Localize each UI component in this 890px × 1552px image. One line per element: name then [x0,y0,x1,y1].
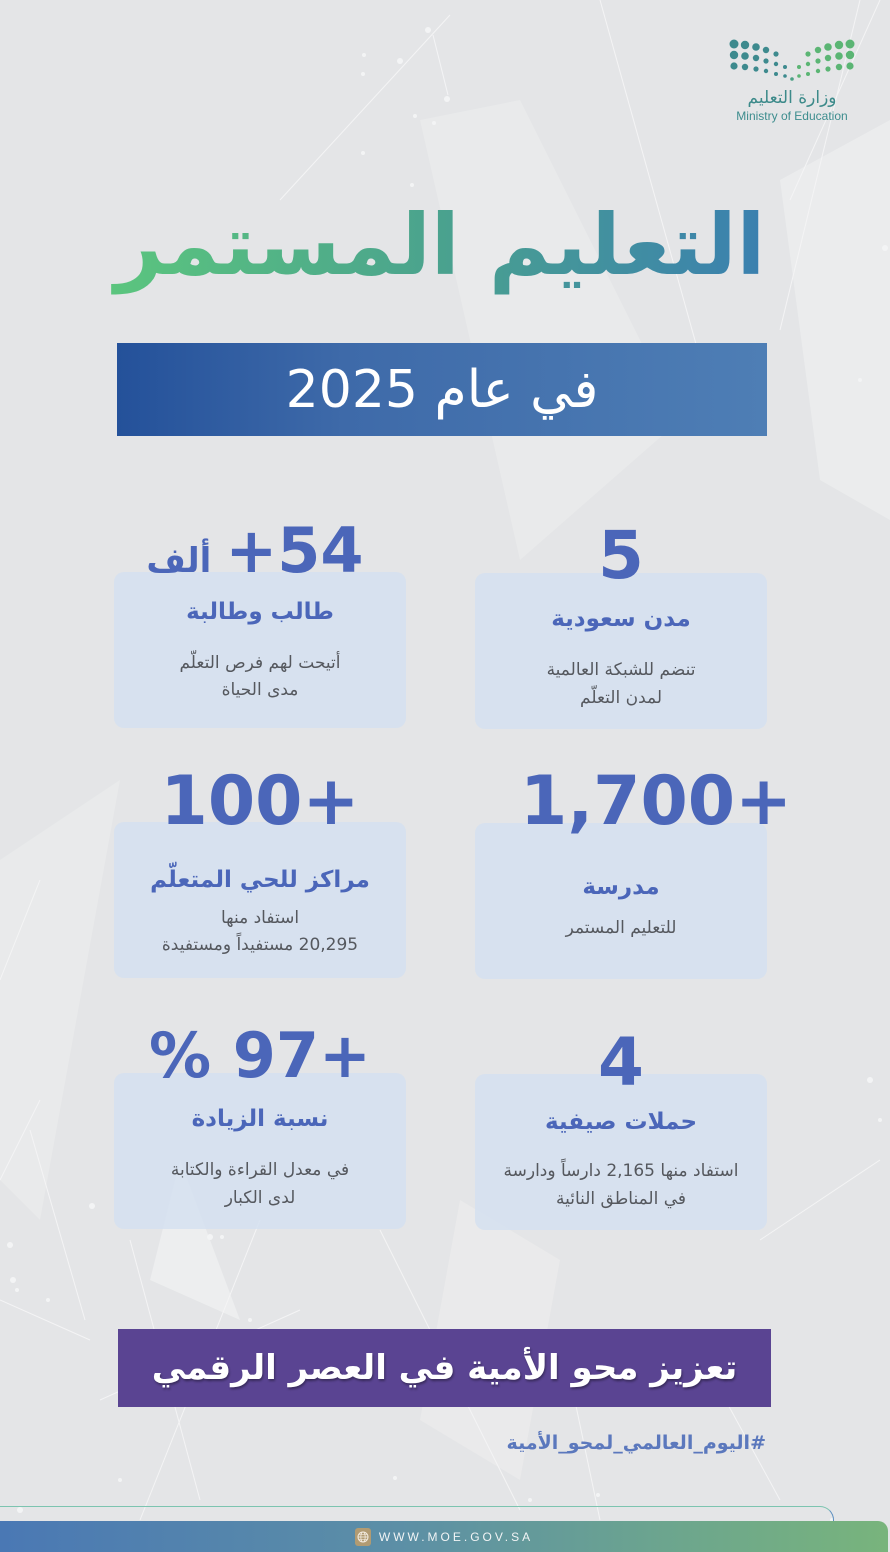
stat-value-campaigns: 4 [598,1024,644,1101]
logo-english-name: Ministry of Education [736,109,848,123]
stat-card-title: نسبة الزيادة [191,1106,329,1132]
stat-card-desc-line2: لدى الكبار [224,1188,296,1208]
stat-card-desc-line1: تنضم للشبكة العالمية [546,660,696,680]
globe-icon [355,1528,371,1546]
stat-value-literacy-rate: % 97+ [149,1019,371,1092]
footer-bar [0,1521,888,1552]
stat-card-desc-line2: في المناطق النائية [555,1189,687,1209]
stat-value-cities: 5 [598,517,644,594]
stat-card-desc-line2: 20,295 مستفيداً ومستفيدة [161,935,359,955]
stat-card-desc-line1: للتعليم المستمر [565,918,677,938]
year-banner [117,343,767,436]
year-banner-text: في عام 2025 [285,359,599,420]
stat-card-desc-line2: مدى الحياة [221,680,299,700]
stat-card-desc-line1: استفاد منها [220,908,300,928]
stat-card-desc-line1: في معدل القراءة والكتابة [170,1160,350,1180]
stat-value-schools: 1,700+ [520,762,793,841]
stat-value-centers: 100+ [160,762,360,841]
stat-card-title: مدرسة [582,874,660,900]
stat-card-centers [114,822,406,978]
ministry-logo [722,38,862,138]
hashtag: #اليوم_العالمي_لمحو_الأمية [506,1432,766,1454]
stat-card-schools [475,823,767,979]
logo-arabic-name: وزارة التعليم [747,88,837,108]
stat-card-cities [475,573,767,729]
stat-card-title: مراكز للحي المتعلّم [150,867,370,893]
logo-dots-icon [728,38,856,82]
stat-card-desc-line1: أتيحت لهم فرص التعلّم [179,653,341,673]
stat-card-title: مدن سعودية [551,606,691,632]
stat-card-title: طالب وطالبة [186,599,334,625]
stat-card-desc-line2: لمدن التعلّم [580,688,662,708]
stat-card-literacy-rate [114,1073,406,1229]
stat-value-students [146,514,364,587]
theme-banner [118,1329,771,1407]
stat-card-desc-line1: استفاد منها 2,165 دارساً ودارسة [503,1161,739,1181]
theme-banner-text: تعزيز محو الأمية في العصر الرقمي [151,1348,738,1388]
page-title: التعليم المستمر [110,185,770,305]
stat-unit: ألف [146,541,212,581]
stat-card-title: حملات صيفية [544,1109,698,1135]
website-link[interactable]: WWW.MOE.GOV.SA [378,1529,534,1544]
stat-number: +54 [225,514,364,587]
stat-card-students [114,572,406,728]
